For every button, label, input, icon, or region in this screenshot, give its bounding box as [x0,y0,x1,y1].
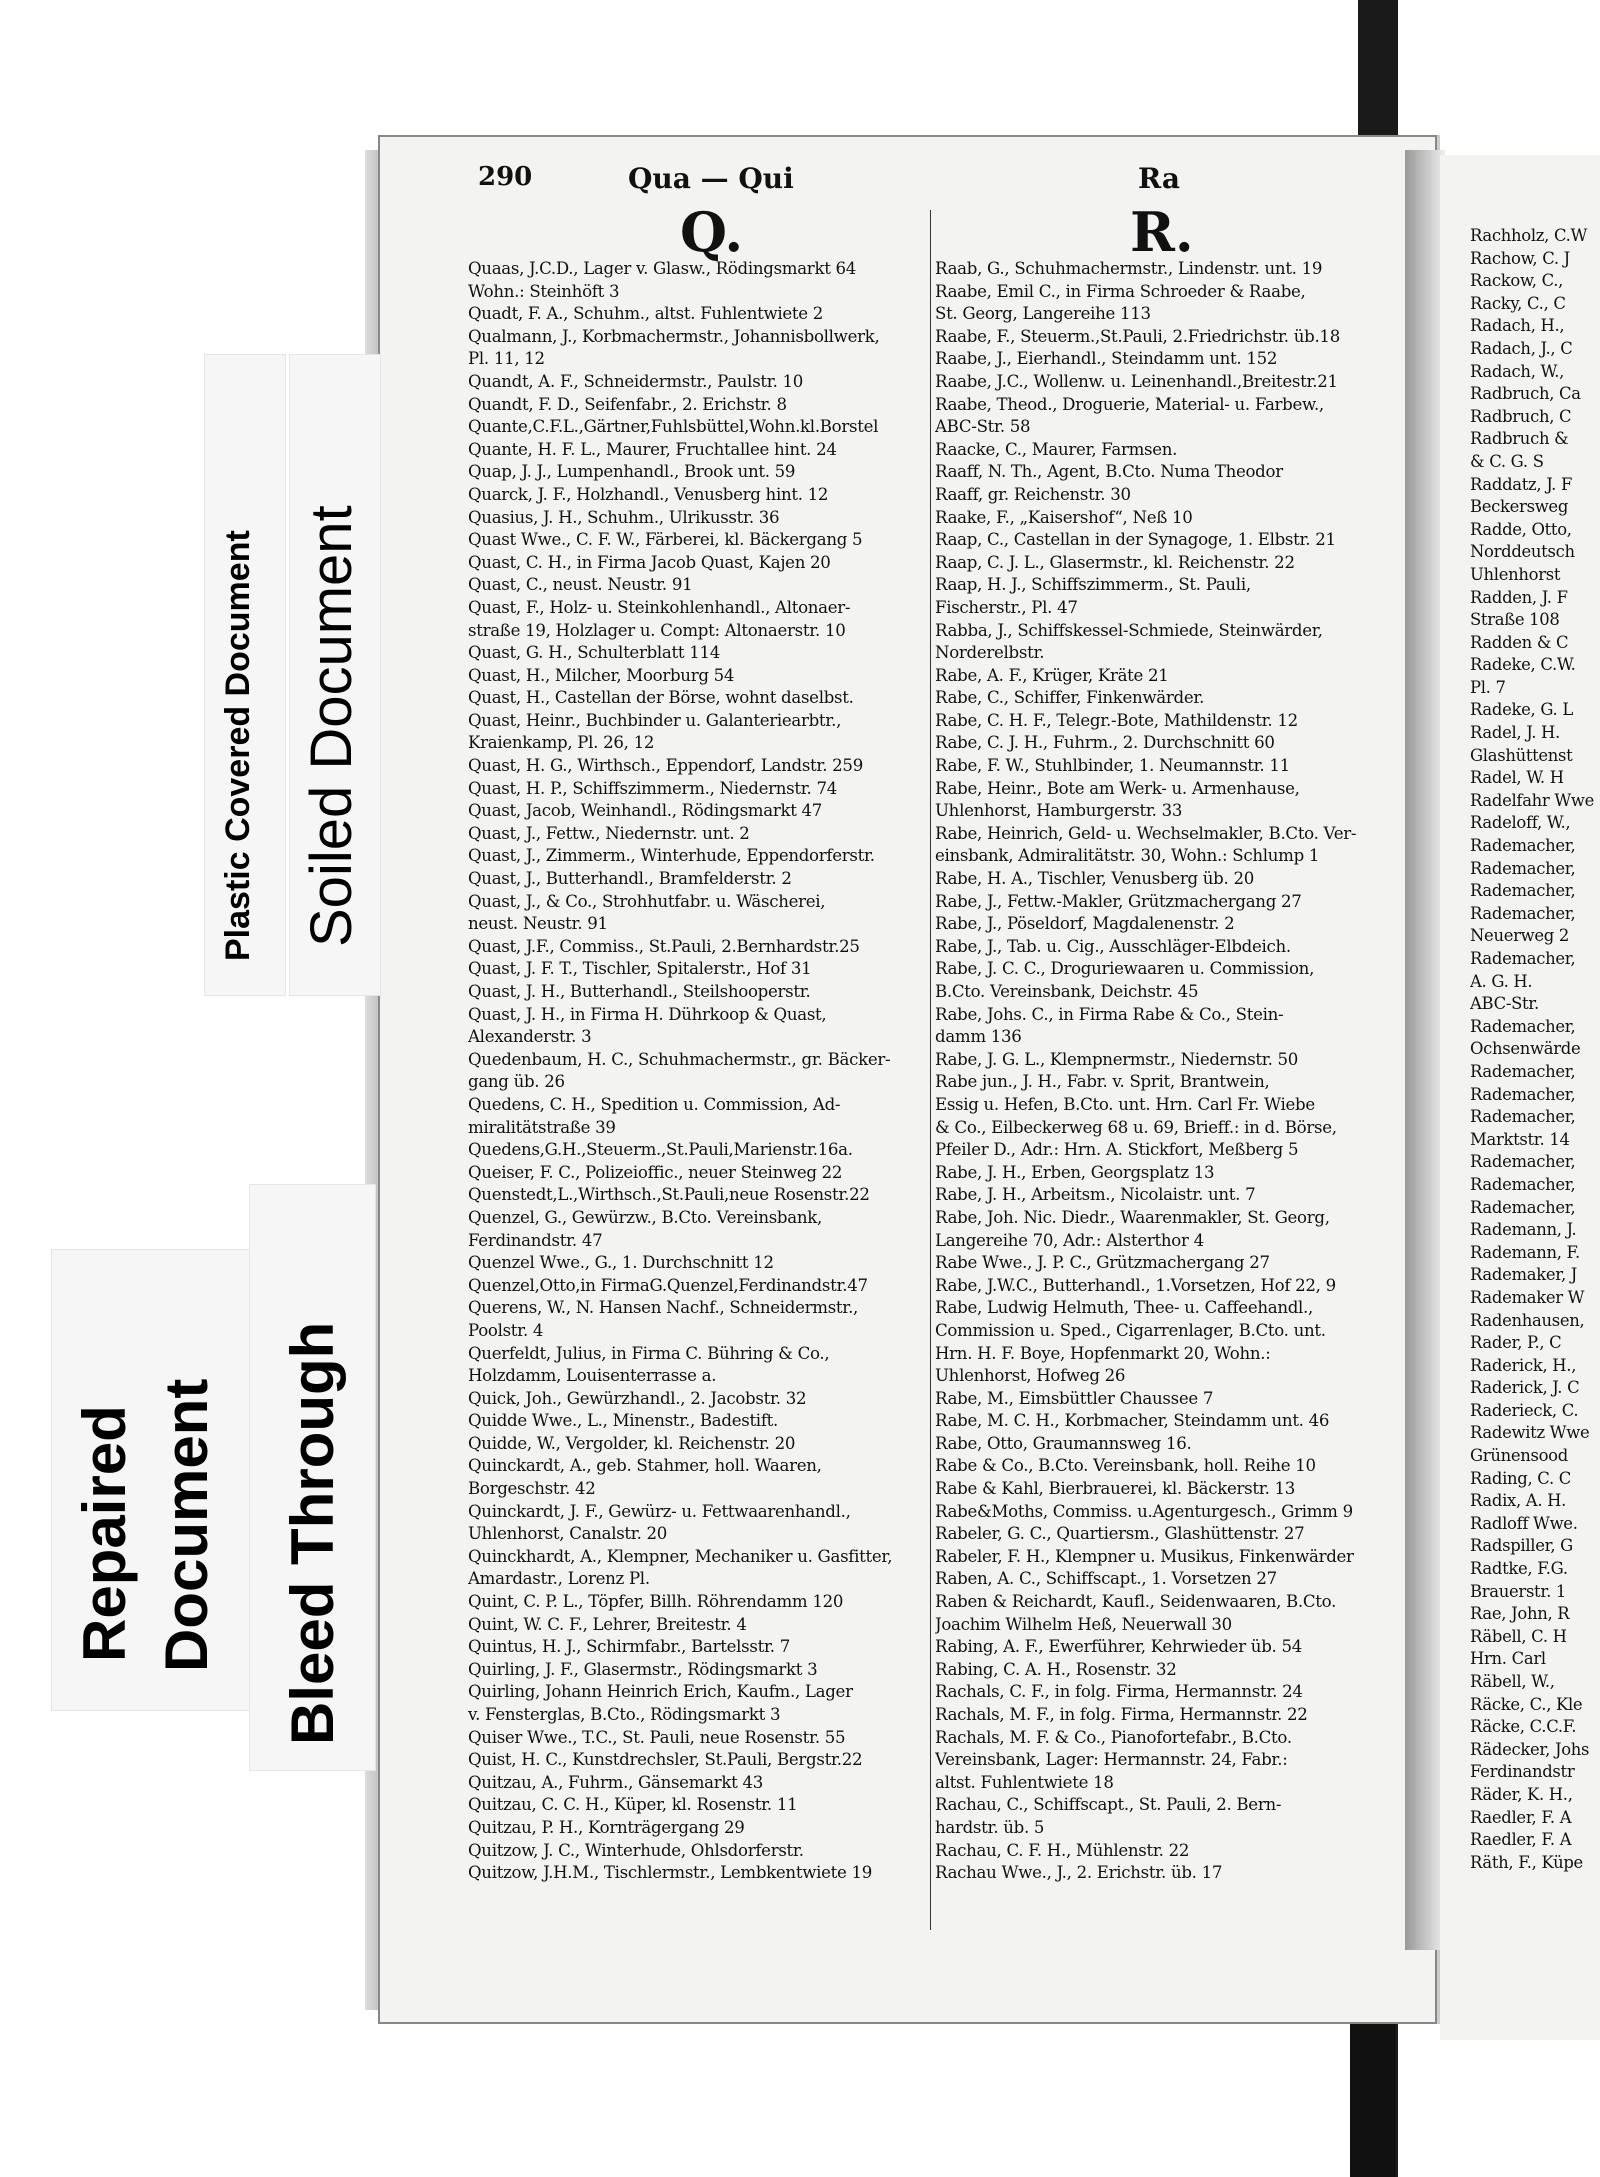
directory-entry: Rademaker, J [1470,1265,1578,1285]
directory-entry: Neuerweg 2 [1470,926,1569,946]
directory-entry: Radden & C [1470,632,1569,652]
label-repaired-line1: Repaired [71,1405,138,1662]
directory-column-left [468,258,936,1885]
directory-entry: Raderick, H., [1470,1355,1577,1375]
directory-entry: A. G. H. [1470,971,1533,991]
directory-entry: Quitzau, P. H., Kornträgergang 29 [468,1817,745,1837]
directory-entry: Pfeiler D., Adr.: Hrn. A. Stickfort, Meßberg 5 [935,1140,1299,1160]
label-soiled: Soiled Document [299,505,364,947]
directory-entry: einsbank, Admiralitätstr. 30, Wohn.: Schlump 1 [935,846,1320,866]
directory-entry: Rabe, J. H., Erben, Georgsplatz 13 [935,1162,1215,1182]
directory-entry: Quast, C. H., in Firma Jacob Quast, Kajen 20 [468,552,831,572]
directory-entry: Radel, W. H [1470,768,1564,788]
directory-entry: Radden, J. F [1470,587,1568,607]
directory-entry: Raaff, gr. Reichenstr. 30 [935,484,1131,504]
directory-entry: Quarck, J. F., Holzhandl., Venusberg hint. 12 [468,484,829,504]
directory-entry: Raddatz, J. F [1470,474,1573,494]
directory-entry: Rademacher, [1470,881,1576,901]
directory-entry: Fischerstr., Pl. 47 [935,597,1078,617]
directory-entry: Quast, Jacob, Weinhandl., Rödingsmarkt 47 [468,801,823,821]
directory-entry: Quirling, J. F., Glasermstr., Rödingsmarkt 3 [468,1659,818,1679]
directory-entry: Räder, K. H., [1470,1784,1573,1804]
directory-entry: St. Georg, Langereihe 113 [935,304,1151,324]
facing-page-column [1470,225,1600,1874]
directory-entry: Quenzel, G., Gewürzw., B.Cto. Vereinsbank, [468,1207,822,1227]
directory-entry: Pl. 7 [1470,677,1506,697]
directory-entry: Radtke, F.G. [1470,1559,1568,1579]
directory-entry: Quinckardt, A., geb. Stahmer, holl. Waaren, [468,1456,822,1476]
directory-entry: Quast, J., Zimmerm., Winterhude, Eppendorferstr. [468,846,875,866]
directory-entry: Quast, J.F., Commiss., St.Pauli, 2.Bernhardstr.25 [468,936,860,956]
directory-entry: Quandt, F. D., Seifenfabr., 2. Erichstr. 8 [468,394,787,414]
directory-entry: Amardastr., Lorenz Pl. [468,1569,650,1589]
directory-entry: Rabba, J., Schiffskessel-Schmiede, Steinwärder, [935,620,1323,640]
directory-entry: Beckersweg [1470,497,1569,517]
directory-entry: Raderick, J. C [1470,1378,1580,1398]
directory-entry: Rabe, C. H. F., Telegr.-Bote, Mathildenstr. 12 [935,710,1298,730]
directory-entry: Racky, C., C [1470,293,1566,313]
directory-entry: Rademacher, [1470,1174,1576,1194]
directory-entry: Quiser Wwe., T.C., St. Pauli, neue Rosenstr. 55 [468,1727,846,1747]
directory-entry: Rachau, C. F. H., Mühlenstr. 22 [935,1840,1190,1860]
directory-entry: Rabe, Johs. C., in Firma Rabe & Co., Stein- [935,1004,1284,1024]
directory-entry: gang üb. 26 [468,1072,565,1092]
directory-entry: Straße 108 [1470,610,1560,630]
directory-entry: Raabe, J., Eierhandl., Steindamm unt. 152 [935,349,1278,369]
directory-entry: Rabe, J. C. C., Droguriewaaren u. Commission, [935,959,1315,979]
directory-entry: Poolstr. 4 [468,1320,544,1340]
label-card-bleed-through [250,1185,375,1770]
directory-entry: Rabe, J. G. L., Klempnermstr., Niedernstr. 50 [935,1049,1299,1069]
directory-entry: Rabe, C. J. H., Fuhrm., 2. Durchschnitt 60 [935,733,1275,753]
directory-entry: Quirling, Johann Heinrich Erich, Kaufm., Lager [468,1682,853,1702]
directory-entry: Quast, J. H., Butterhandl., Steilshooperstr. [468,982,811,1001]
directory-entry: hardstr. üb. 5 [935,1817,1045,1837]
directory-entry: Raderieck, C. [1470,1400,1579,1420]
directory-entry: Quenstedt,L.,Wirthsch.,St.Pauli,neue Rosenstr.22 [468,1185,870,1205]
directory-entry: Räth, F., Küpe [1470,1852,1583,1872]
directory-entry: Radeke, G. L [1470,700,1573,720]
directory-entry: Quinckhardt, A., Klempner, Mechaniker u. Gasfitter, [468,1546,893,1566]
directory-entry: Rabeler, F. H., Klempner u. Musikus, Finkenwärder [935,1546,1354,1566]
directory-entry: Raake, F., „Kaisershof“, Neß 10 [935,507,1193,527]
directory-entry: miralitätstraße 39 [468,1117,616,1137]
page-number: 290 [478,162,533,192]
directory-entry: Qualmann, J., Korbmachermstr., Johannisbollwerk, [468,326,880,346]
directory-entry: Quint, C. P. L., Töpfer, Billh. Röhrendamm 120 [468,1592,844,1612]
running-head [478,162,1378,202]
directory-entry: Raedler, F. A [1470,1807,1572,1827]
directory-entry: Vereinsbank, Lager: Hermannstr. 24, Fabr.: [935,1750,1288,1770]
directory-entry: Raabe, Emil C., in Firma Schroeder & Raabe, [935,281,1306,301]
directory-entry: Räcke, C., Kle [1470,1694,1583,1714]
directory-entry: Quast, J. F. T., Tischler, Spitalerstr., Hof 31 [468,959,812,979]
directory-entry: Rabe, J. H., Arbeitsm., Nicolaistr. unt. 7 [935,1185,1256,1205]
directory-entry: Rabe, J., Tab. u. Cig., Ausschläger-Elbdeich. [935,936,1291,956]
directory-entry: Quitzow, J. C., Winterhude, Ohlsdorferstr. [468,1840,804,1860]
directory-entry: Glashüttenst [1470,745,1573,765]
directory-entry: Quante, H. F. L., Maurer, Fruchtallee hint. 24 [468,439,837,459]
label-card-plastic-covered [205,355,285,995]
directory-entry: Quitzau, A., Fuhrm., Gänsemarkt 43 [468,1772,763,1792]
directory-entry: Quenzel,Otto,in FirmaG.Quenzel,Ferdinandstr.47 [468,1275,868,1295]
directory-entry: straße 19, Holzlager u. Compt: Altonaerstr. 10 [468,620,846,640]
directory-entry: Radspiller, G [1470,1536,1573,1556]
directory-entry: Radeloff, W., [1470,813,1571,833]
directory-entry: Essig u. Hefen, B.Cto. unt. Hrn. Carl Fr. Wiebe [935,1094,1315,1114]
directory-entry: Querens, W., N. Hansen Nachf., Schneidermstr., [468,1298,859,1318]
directory-entry: Quast, F., Holz- u. Steinkohlenhandl., Altonaer- [468,597,851,617]
directory-entry: Radbruch, C [1470,406,1572,426]
directory-entry: Quast, J., & Co., Strohhutfabr. u. Wäscherei, [468,891,826,911]
directory-entry: Rademacher, [1470,903,1576,923]
directory-entry: Rabe, F. W., Stuhlbinder, 1. Neumannstr. 11 [935,756,1290,776]
directory-entry: neust. Neustr. 91 [468,914,608,934]
directory-entry: Rabe, C., Schiffer, Finkenwärder. [935,688,1205,708]
directory-entry: Radix, A. H. [1470,1491,1567,1511]
directory-entry: Radach, W., [1470,361,1565,381]
directory-entry: Rabe, J.W.C., Butterhandl., 1.Vorsetzen, Hof 22, 9 [935,1275,1336,1295]
directory-entry: Rademacher, [1470,949,1576,968]
directory-entry: Alexanderstr. 3 [468,1027,592,1047]
directory-entry: Raaff, N. Th., Agent, B.Cto. Numa Theodor [935,462,1283,482]
directory-entry: Quast, J. H., in Firma H. Dührkoop & Quast, [468,1004,827,1024]
directory-entry: Quast, H., Castellan der Börse, wohnt daselbst. [468,688,854,708]
directory-entry: Radde, Otto, [1470,519,1572,539]
directory-entry: Quast Wwe., C. F. W., Färberei, kl. Bäckergang 5 [468,530,863,550]
directory-entry: Rabe & Kahl, Bierbrauerei, kl. Bäckerstr. 13 [935,1479,1296,1499]
directory-entry: Quante,C.F.L.,Gärtner,Fuhlsbüttel,Wohn.kl.Borstel [468,417,879,437]
running-head-left: Qua — Qui [628,162,794,195]
directory-entry: Rader, P., C [1470,1333,1562,1353]
directory-entry: Raabe, F., Steuerm.,St.Pauli, 2.Friedrichstr. üb.18 [935,326,1340,346]
directory-entry: Rademacher, [1470,836,1576,856]
directory-entry: Quap, J. J., Lumpenhandl., Brook unt. 59 [468,462,796,482]
directory-entry: Rabe&Moths, Commiss. u.Agenturgesch., Grimm 9 [935,1501,1353,1521]
directory-entry: Raap, C., Castellan in der Synagoge, 1. Elbstr. 21 [935,530,1336,550]
directory-entry: Radel, J. H. [1470,723,1560,743]
directory-entry: Langereihe 70, Adr.: Alsterthor 4 [935,1230,1204,1250]
directory-entry: Ferdinandstr [1470,1762,1575,1782]
directory-entry: Rabe Wwe., J. P. C., Grützmachergang 27 [935,1253,1270,1273]
directory-entry: Rademann, J. [1470,1220,1577,1240]
directory-entry: Norddeutsch [1470,542,1575,562]
directory-entry: Rabe, A. F., Krüger, Kräte 21 [935,665,1169,685]
directory-entry: Quast, C., neust. Neustr. 91 [468,575,693,595]
directory-entry: Radloff Wwe. [1470,1513,1578,1533]
directory-entry: Rachals, M. F. & Co., Pianofortefabr., B.Cto. [935,1727,1292,1747]
directory-entry: ABC-Str. [1470,994,1539,1014]
label-plastic-covered: Plastic Covered Document [219,530,257,961]
directory-entry: Quasius, J. H., Schuhm., Ulrikusstr. 36 [468,507,780,527]
directory-entry: Rabeler, G. C., Quartiersm., Glashüttenstr. 27 [935,1524,1305,1544]
directory-entry: Quidde, W., Vergolder, kl. Reichenstr. 20 [468,1433,796,1453]
directory-entry: Rademacher, [1470,1016,1576,1036]
directory-entry: Radeke, C.W. [1470,655,1576,675]
directory-entry: Quint, W. C. F., Lehrer, Breitestr. 4 [468,1614,747,1634]
directory-entry: Raben & Reichardt, Kaufl., Seidenwaaren, B.Cto. [935,1592,1337,1612]
directory-entry: Rae, John, R [1470,1604,1570,1624]
directory-entry: altst. Fuhlentwiete 18 [935,1772,1114,1792]
directory-entry: Raacke, C., Maurer, Farmsen. [935,439,1178,459]
directory-entry: Rädecker, Johs [1470,1739,1590,1759]
directory-entry: Quaas, J.C.D., Lager v. Glasw., Rödingsmarkt 64 [468,259,857,278]
directory-entry: Räbell, W., [1470,1672,1555,1691]
directory-entry: Marktstr. 14 [1470,1129,1570,1149]
directory-entry: Quintus, H. J., Schirmfabr., Bartelsstr. 7 [468,1637,790,1657]
directory-entry: Rademacher, [1470,1197,1576,1217]
directory-entry: Radach, J., C [1470,338,1573,358]
directory-entry: Quist, H. C., Kunstdrechsler, St.Pauli, Bergstr.22 [468,1750,863,1770]
page-gutter [1405,150,1445,1950]
directory-entry: Quadt, F. A., Schuhm., altst. Fuhlentwiete 2 [468,304,824,324]
directory-entry: Rackow, C., [1470,271,1564,291]
directory-entry: Quinckardt, J. F., Gewürz- u. Fettwaarenhandl., [468,1501,851,1521]
directory-entry: Radbruch & [1470,429,1569,449]
directory-entry: Rademacher, [1470,1084,1576,1104]
directory-entry: Rademaker W [1470,1287,1585,1307]
directory-entry: Raben, A. C., Schiffscapt., 1. Vorsetzen 27 [935,1569,1277,1589]
directory-entry: Hrn. H. F. Boye, Hopfenmarkt 20, Wohn.: [935,1343,1271,1363]
directory-entry: Rachholz, C.W [1470,226,1588,245]
directory-entry: Brauerstr. 1 [1470,1581,1567,1601]
directory-entry: Rabing, A. F., Ewerführer, Kehrwieder üb. 54 [935,1637,1302,1657]
directory-entry: Quenzel Wwe., G., 1. Durchschnitt 12 [468,1253,774,1273]
directory-entry: Grünensood [1470,1446,1568,1466]
directory-entry: damm 136 [935,1027,1022,1047]
directory-entry: Quast, J., Fettw., Niedernstr. unt. 2 [468,823,750,843]
directory-entry: Rademacher, [1470,1061,1576,1081]
label-card-repaired [52,1250,252,1710]
directory-entry: Quedens,G.H.,Steuerm.,St.Pauli,Marienstr.16a. [468,1140,853,1160]
label-card-soiled [290,355,380,995]
directory-entry: Uhlenhorst, Hofweg 26 [935,1366,1126,1386]
directory-entry: Quast, H. P., Schiffszimmerm., Niedernstr. 74 [468,778,838,798]
directory-entry: Kraienkamp, Pl. 26, 12 [468,733,655,753]
directory-entry: Norderelbstr. [935,643,1045,663]
directory-entry: Quitzow, J.H.M., Tischlermstr., Lembkentwiete 19 [468,1863,872,1883]
running-head-right: Ra [1138,162,1181,195]
directory-entry: Ferdinandstr. 47 [468,1230,603,1250]
directory-entry: Wohn.: Steinhöft 3 [468,281,620,301]
directory-entry: Rachals, C. F., in folg. Firma, Hermannstr. 24 [935,1682,1303,1702]
directory-entry: Rachow, C. J [1470,248,1570,268]
directory-entry: Uhlenhorst [1470,564,1561,584]
directory-entry: Rachals, M. F., in folg. Firma, Hermannstr. 22 [935,1705,1308,1724]
directory-entry: Raabe, Theod., Droguerie, Material- u. Farbew., [935,394,1324,414]
directory-entry: Quast, J., Butterhandl., Bramfelderstr. 2 [468,869,792,889]
directory-entry: Rademacher, [1470,1107,1576,1127]
directory-entry: Hrn. Carl [1470,1649,1546,1669]
directory-entry: Radewitz Wwe [1470,1423,1590,1443]
section-letter-r: R. [1130,200,1194,264]
directory-entry: Quast, Heinr., Buchbinder u. Galanteriearbtr., [468,710,842,730]
directory-entry: Ochsenwärde [1470,1039,1581,1059]
directory-entry: Quast, H. G., Wirthsch., Eppendorf, Landstr. 259 [468,756,863,776]
directory-entry: Raab, G., Schuhmachermstr., Lindenstr. unt. 19 [935,259,1323,278]
directory-entry: & C. G. S [1470,451,1544,471]
directory-entry: Rademacher, [1470,858,1576,878]
directory-entry: Querfeldt, Julius, in Firma C. Bühring & Co., [468,1343,830,1363]
directory-entry: Rabe, J., Fettw.-Makler, Grützmachergang 27 [935,891,1302,911]
section-letter-q: Q. [680,200,744,264]
directory-entry: Pl. 11, 12 [468,349,545,369]
directory-entry: Rabe jun., J. H., Fabr. v. Sprit, Brantwein, [935,1072,1270,1092]
directory-entry: Rabe, Heinrich, Geld- u. Wechselmakler, B.Cto. Ver- [935,823,1357,843]
directory-entry: Quedens, C. H., Spedition u. Commission, Ad- [468,1094,841,1114]
directory-entry: Queiser, F. C., Polizeioffic., neuer Steinweg 22 [468,1162,843,1182]
directory-entry: Räcke, C.C.F. [1470,1717,1577,1737]
label-repaired-line2: Document [153,1378,220,1672]
directory-entry: Holzdamm, Louisenterrasse a. [468,1366,717,1386]
directory-entry: Quitzau, C. C. H., Küper, kl. Rosenstr. 11 [468,1795,798,1815]
directory-entry: Commission u. Sped., Cigarrenlager, B.Cto. unt. [935,1320,1326,1340]
directory-entry: Quast, H., Milcher, Moorburg 54 [468,665,735,685]
directory-entry: Raabe, J.C., Wollenw. u. Leinenhandl.,Breitestr.21 [935,371,1338,391]
label-bleed-through: Bleed Through [279,1321,346,1745]
directory-entry: Radbruch, Ca [1470,384,1581,404]
directory-entry: Rachau Wwe., J., 2. Erichstr. üb. 17 [935,1863,1223,1883]
directory-entry: Radach, H., [1470,316,1565,336]
directory-entry: Rabe, Otto, Graumannsweg 16. [935,1433,1192,1453]
directory-entry: Borgeschstr. 42 [468,1479,596,1499]
directory-entry: Raap, C. J. L., Glasermstr., kl. Reichenstr. 22 [935,552,1295,572]
directory-entry: Rabe, H. A., Tischler, Venusberg üb. 20 [935,869,1254,889]
directory-entry: Räbell, C. H [1470,1626,1567,1646]
directory-entry: Rabe, Joh. Nic. Diedr., Waarenmakler, St. Georg, [935,1207,1330,1227]
directory-entry: Rabing, C. A. H., Rosenstr. 32 [935,1659,1177,1679]
directory-entry: Rading, C. C [1470,1468,1572,1488]
directory-entry: Uhlenhorst, Canalstr. 20 [468,1524,668,1544]
directory-entry: Rademacher, [1470,1152,1576,1172]
directory-entry: v. Fensterglas, B.Cto., Rödingsmarkt 3 [468,1705,781,1724]
directory-entry: Joachim Wilhelm Heß, Neuerwall 30 [935,1614,1232,1634]
directory-entry: Rabe, M. C. H., Korbmacher, Steindamm unt. 46 [935,1411,1330,1431]
directory-entry: Quandt, A. F., Schneidermstr., Paulstr. 10 [468,371,804,391]
directory-entry: Rabe & Co., B.Cto. Vereinsbank, holl. Reihe 10 [935,1456,1316,1476]
directory-entry: Rabe, Heinr., Bote am Werk- u. Armenhause, [935,778,1300,798]
directory-entry: Rabe, Ludwig Helmuth, Thee- u. Caffeehandl., [935,1298,1313,1318]
directory-entry: Rachau, C., Schiffscapt., St. Pauli, 2. Bern- [935,1795,1282,1815]
directory-entry: Raap, H. J., Schiffszimmerm., St. Pauli, [935,575,1251,595]
directory-entry: Quast, G. H., Schulterblatt 114 [468,643,720,663]
directory-entry: Quedenbaum, H. C., Schuhmachermstr., gr. Bäcker- [468,1049,891,1069]
directory-column-right [935,258,1380,1885]
directory-entry: Radelfahr Wwe [1470,790,1595,810]
directory-entry: Quick, Joh., Gewürzhandl., 2. Jacobstr. 32 [468,1388,807,1408]
directory-entry: Rademann, F. [1470,1242,1580,1262]
directory-entry: Quidde Wwe., L., Minenstr., Badestift. [468,1411,778,1431]
directory-entry: Uhlenhorst, Hamburgerstr. 33 [935,801,1183,821]
directory-entry: ABC-Str. 58 [935,417,1031,437]
directory-entry: Rabe, M., Eimsbüttler Chaussee 7 [935,1388,1214,1408]
directory-entry: & Co., Eilbeckerweg 68 u. 69, Brieff.: in d. Börse, [935,1117,1337,1137]
directory-entry: B.Cto. Vereinsbank, Deichstr. 45 [935,982,1199,1001]
directory-entry: Raedler, F. A [1470,1830,1572,1850]
directory-entry: Radenhausen, [1470,1310,1585,1330]
directory-entry: Rabe, J., Pöseldorf, Magdalenenstr. 2 [935,914,1235,934]
